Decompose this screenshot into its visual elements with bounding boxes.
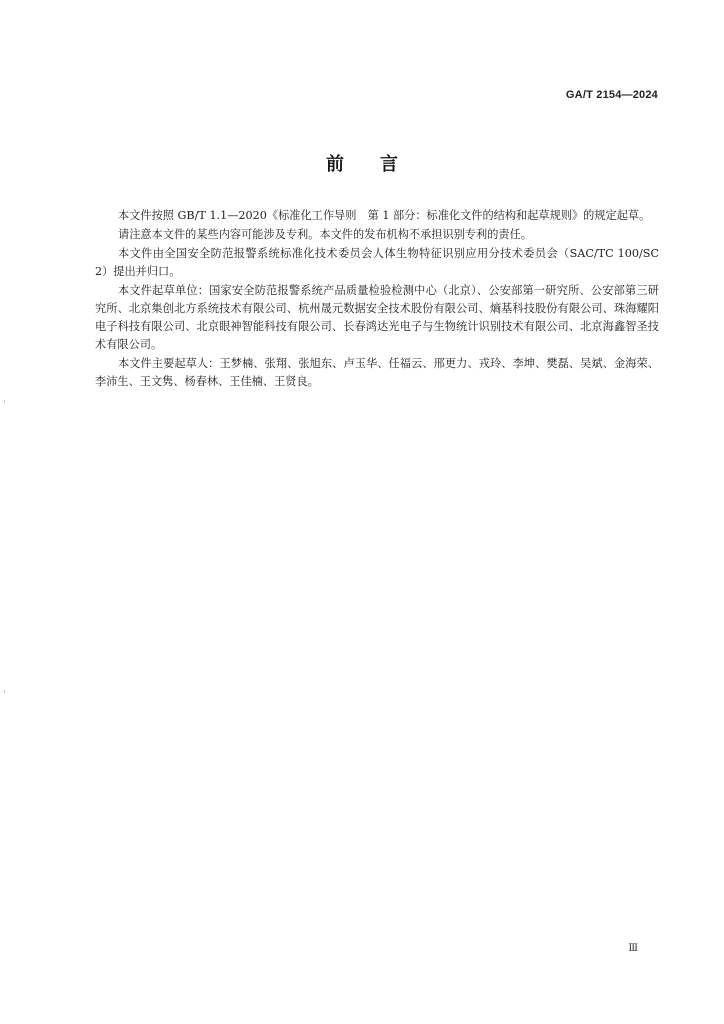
paragraph-proposer: 本文件由全国安全防范报警系统标准化技术委员会人体生物特征识别应用分技术委员会（SAC/TC 100/SC 2）提出并归口。 (95, 247, 659, 278)
document-code: GA/T 2154—2024 (565, 89, 658, 101)
scan-artifact (4, 690, 5, 693)
section-title-char-1: 前 (326, 154, 344, 175)
paragraph-drafters: 本文件主要起草人：王梦楠、张翔、张旭东、卢玉华、任福云、邢更力、戎玲、李坤、樊磊、吴斌、金海荣、李沛生、王文隽、杨春林、王佳楠、王贤良。 (95, 357, 659, 388)
foreword-body (95, 207, 659, 391)
paragraph-drafting-rules: 本文件按照 GB/T 1.1—2020《标准化工作导则 第 1 部分：标准化文件的结构和起草规则》的规定起草。 (118, 209, 651, 222)
section-title (0, 150, 724, 176)
paragraph-patent-notice: 请注意本文件的某些内容可能涉及专利。本文件的发布机构不承担识别专利的责任。 (118, 228, 532, 241)
paragraph-drafting-units: 本文件起草单位：国家安全防范报警系统产品质量检验检测中心（北京）、公安部第一研究所、公安部第三研究所、北京集创北方系统技术有限公司、杭州晟元数据安全技术股份有限公司、熵基科技股份有限公司、珠海耀阳电子科技有限公司、北京眼神智能科技有限公司、长春鸿达光电子与生物统计识别技术有限公司、北京海鑫智圣技术有限公司。 (95, 284, 659, 351)
section-title-char-2: 言 (380, 154, 398, 175)
scan-artifact (4, 400, 5, 403)
page-number: Ⅲ (628, 943, 638, 954)
